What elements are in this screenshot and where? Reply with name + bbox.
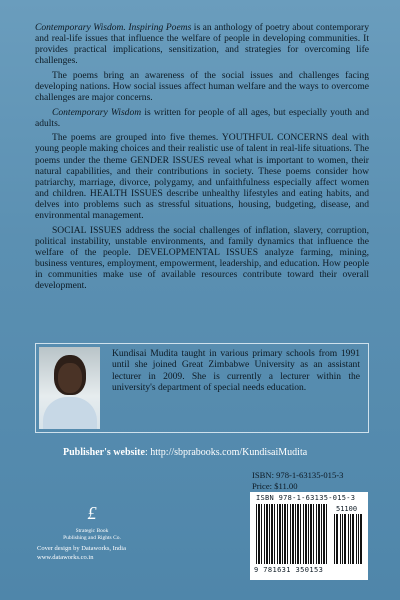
- barcode-price-code: 51100: [336, 505, 358, 513]
- blurb-paragraph-4: The poems are grouped into five themes. YOUTHFUL CONCERNS deal with young people making choices and their realistic use of talent in real-life situations. The poems under the theme GENDER ISSUES reveal what is important to women, their natural capabilities, and their contributions in society. These poems consider how patriarchy, marriage, divorce, polygamy, and unfaithfulness especially affect women and children. HEALTH ISSUES describe unhealthy lifestyles and eating habits, and delves into problems such as stressful situations, housing, budgeting, disease, and environmental management.: [35, 132, 369, 221]
- barcode: [250, 492, 368, 580]
- author-bio-text: Kundisai Mudita taught in various primary schools from 1991 until she joined Great Zimbabwe University as an assistant lecturer in 2009. She is currently a lecturer within the university's department of special needs education.: [112, 348, 360, 394]
- blurb-paragraph-5: SOCIAL ISSUES address the social challenges of inflation, slavery, corruption, political instability, unstable environments, and family dynamics that influence the welfare of the people. DEVELOPMENTAL ISSUES analyze farming, mining, business ventures, employment, empowerment, leadership, and education. How people in communities make use of available resources contribute toward their overall development.: [35, 224, 369, 292]
- cover-design-credit: [37, 545, 126, 562]
- barcode-addon-bars: [334, 514, 362, 564]
- publisher-name-line-2: Publishing and Rights Co.: [63, 535, 121, 541]
- blurb-text: is written for people of all ages, but especially youth and adults.: [35, 106, 369, 129]
- publisher-website-label: Publisher's website: [63, 447, 145, 458]
- cover-design-website: www.dataworks.co.in: [37, 553, 94, 561]
- barcode-digits: 9 781631 350153: [254, 566, 324, 574]
- author-face: [58, 363, 82, 393]
- barcode-bars: [256, 504, 328, 564]
- author-bio-box: [35, 343, 369, 433]
- publisher-name-line-1: Strategic Book: [75, 528, 109, 534]
- author-photo: [39, 347, 100, 429]
- back-cover-blurb: [35, 22, 369, 295]
- book-title-italic: Contemporary Wisdom. Inspiring Poems: [35, 22, 192, 33]
- book-title-italic: Contemporary Wisdom: [52, 106, 142, 118]
- blurb-text: is an anthology of poetry about contemporary and real-life issues that influence the welfare of people in developing communities. It provides practical implications, sensitization, and strategies for overcoming life challenges.: [35, 22, 369, 67]
- price-line: Price: $11.00: [252, 481, 298, 491]
- isbn-line: ISBN: 978-1-63135-015-3: [252, 470, 344, 480]
- blurb-paragraph-2: The poems bring an awareness of the social issues and challenges facing developing nations. How social issues affect human welfare and the ways to overcome challenges are major concerns.: [35, 69, 369, 104]
- blurb-paragraph-1: [35, 22, 369, 66]
- publisher-website-url[interactable]: : http://sbprabooks.com/KundisaiMudita: [144, 447, 308, 458]
- publisher-name: [58, 528, 126, 542]
- cover-design-line: Cover design by Dataworks, India: [37, 545, 126, 552]
- blurb-paragraph-3: [35, 107, 369, 129]
- publisher-logo-icon: £: [87, 503, 97, 523]
- isbn-price-block: [252, 470, 343, 492]
- author-shoulders: [43, 397, 97, 429]
- publisher-website: [63, 447, 307, 458]
- barcode-isbn-label: ISBN 978-1-63135-015-3: [256, 494, 356, 502]
